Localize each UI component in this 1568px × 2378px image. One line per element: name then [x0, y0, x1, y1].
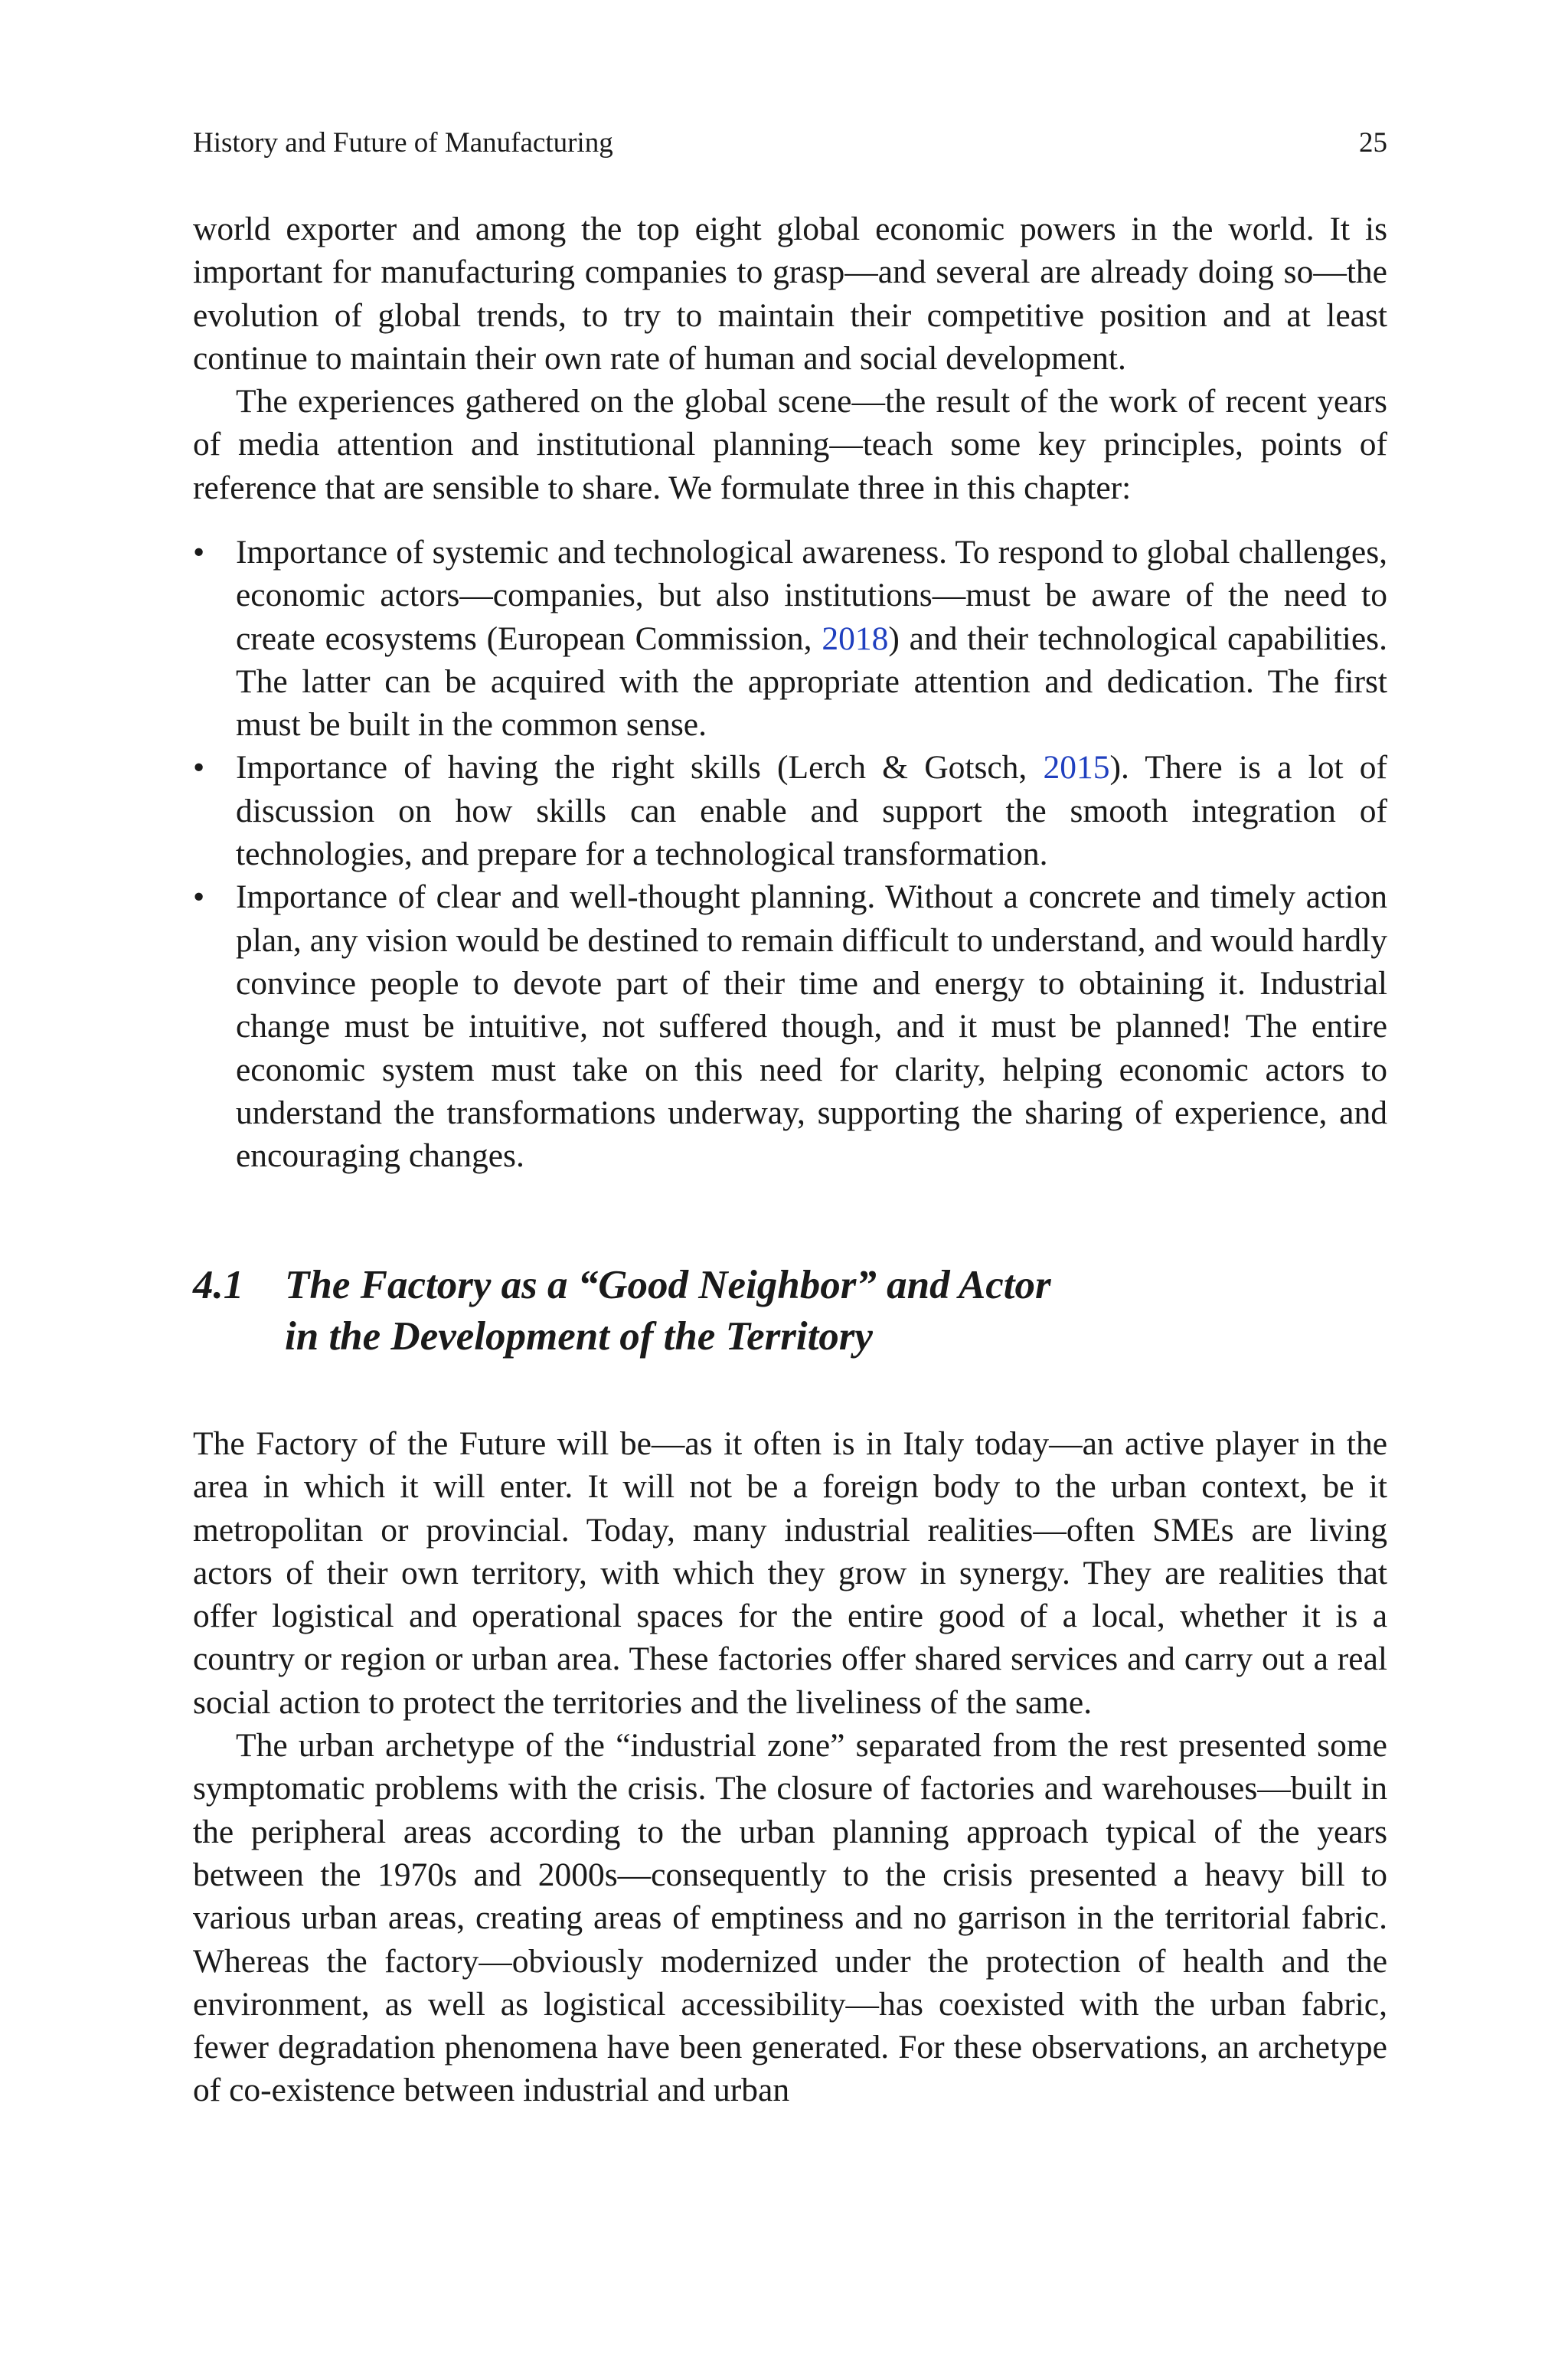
page-number: 25 — [1359, 127, 1387, 159]
bullet-text: Importance of clear and well-thought planning. Without a concrete and timely action plan, any vision would be destined to remain difficult to understand, and would hardly convince people to devote part of their time and energy to obtaining it. Industrial change must be intuitive, not suffered though, and it must be planned! The entire economic system must take on this need for clarity, helping economic actors to understand the transformations underway, supporting the sharing of experience, and encouraging changes. — [236, 878, 1387, 1175]
intro-text — [193, 208, 1387, 509]
citation-link-lerch-gotsch[interactable]: 2015 — [1043, 749, 1110, 787]
intro-paragraph-2: The experiences gathered on the global scene—the result of the work of recent years of media attention and institutional planning—teach some key principles, points of reference that are sensible to share. We formulate three in this chapter: — [193, 383, 1387, 506]
bullet-item-planning — [193, 875, 1387, 1177]
bullet-text: Importance of having the right skills (Lerch & Gotsch, — [236, 749, 1044, 787]
citation-link-european-commission[interactable]: 2018 — [822, 620, 889, 657]
section-paragraph-2: The urban archetype of the “industrial zone” separated from the rest presented some symptomatic problems with the crisis. The closure of factories and warehouses—built in the peripheral areas according to the urban planning approach typical of the years between the 1970s and 2000s—consequently to the crisis presented a heavy bill to various urban areas, creating areas of emptiness and no garrison in the territorial fabric. Whereas the factory—obviously modernized under the protection of health and the environment, as well as logistical accessibility—has coexisted with the urban fabric, fewer degradation phenomena have been generated. For these observations, an archetype of co-existence between industrial and urban — [193, 1727, 1387, 2109]
bullet-dot-icon: • — [193, 878, 205, 916]
section-paragraph-1: The Factory of the Future will be—as it often is in Italy today—an active player in the area in which it will enter. It will not be a foreign body to the urban context, be it metropolitan or provincial. Today, many industrial realities—often SMEs are living actors of their own territory, with which they grow in synergy. They are realities that offer logistical and operational spaces for the entire good of a local, whether it is a country or region or urban area. These factories offer shared services and carry out a real social action to protect the territories and the liveliness of the same. — [193, 1425, 1387, 1721]
bullet-item-right-skills — [193, 746, 1387, 875]
bullet-list-block — [193, 531, 1387, 1177]
bullet-item-systemic-awareness — [193, 531, 1387, 746]
intro-paragraph-1: world exporter and among the top eight global economic powers in the world. It is important for manufacturing companies to grasp—and several are already doing so—the evolution of global trends, to try to maintain their competitive position and at least continue to maintain their own rate of human and social development. — [193, 211, 1387, 377]
running-head-title: History and Future of Manufacturing — [193, 127, 613, 159]
bullet-dot-icon: • — [193, 749, 205, 787]
section-title-line-2: in the Development of the Territory — [285, 1314, 873, 1359]
section-title-line-1: The Factory as a “Good Neighbor” and Actor — [285, 1263, 1051, 1307]
bullet-list — [193, 531, 1387, 1177]
section-number: 4.1 — [193, 1263, 244, 1307]
bullet-dot-icon: • — [193, 534, 205, 571]
bullet-text: ) and their technological capabilities. The latter can be acquired with the appropriate attention and dedication. The first must be built in the common sense. — [236, 620, 1387, 744]
bullet-text: Importance of systemic and technological awareness. To respond to global challenges, economic actors—companies, but also institutions—must be aware of the need to create ecosystems (European Commission, — [236, 534, 1387, 657]
bullet-text: ). There is a lot of discussion on how skills can enable and support the smooth integration of technologies, and prepare for a technological transformation. — [236, 749, 1387, 873]
running-head — [193, 124, 1387, 162]
section-body — [193, 1422, 1387, 2112]
section-title — [285, 1260, 1280, 1362]
